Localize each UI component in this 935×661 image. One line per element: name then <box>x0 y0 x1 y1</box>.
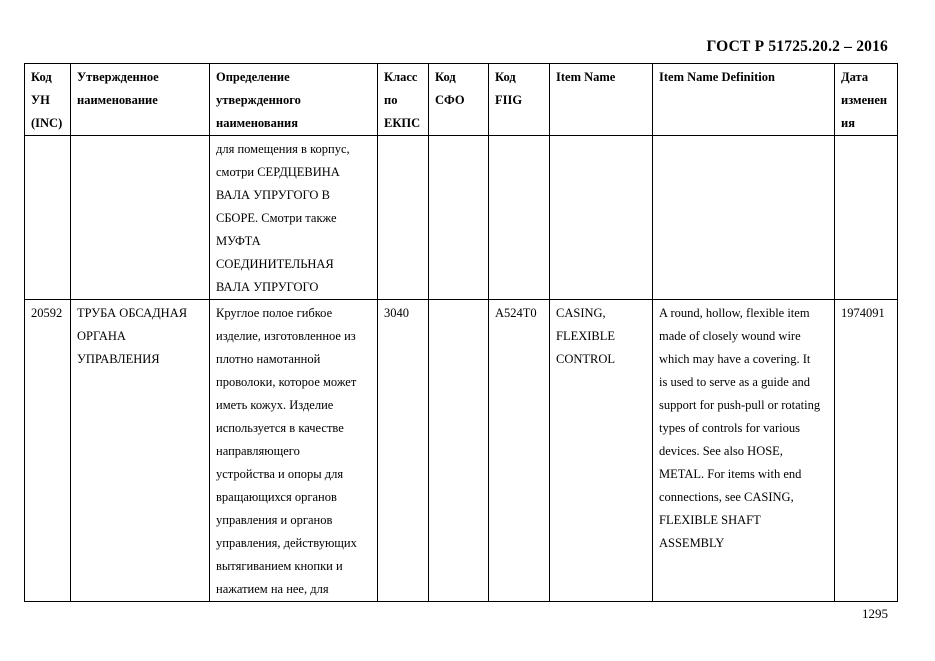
header-definition: Определение утвержденного наименования <box>210 64 378 136</box>
header-ekps-class: Класс по ЕКПС <box>378 64 429 136</box>
cell-ekps-class: 3040 <box>378 300 429 602</box>
header-sfo-code: Код СФО <box>429 64 489 136</box>
cell-definition: для помещения в корпус, смотри СЕРДЦЕВИНА ВАЛА УПРУГОГО В СБОРЕ. Смотри также МУФТА СОЕДИНИТЕЛЬНАЯ ВАЛА УПРУГОГО <box>210 136 378 300</box>
cell-approved-name: ТРУБА ОБСАДНАЯ ОРГАНА УПРАВЛЕНИЯ <box>71 300 210 602</box>
cell-change-date: 1974091 <box>835 300 898 602</box>
cell-item-name: CASING, FLEXIBLE CONTROL <box>550 300 653 602</box>
cell-inc: 20592 <box>25 300 71 602</box>
cell-item-name-definition <box>653 136 835 300</box>
header-change-date: Дата изменен ия <box>835 64 898 136</box>
cell-ekps-class <box>378 136 429 300</box>
standard-title: ГОСТ Р 51725.20.2 – 2016 <box>706 38 888 55</box>
header-item-name: Item Name <box>550 64 653 136</box>
header-fiig-code: Код FIIG <box>489 64 550 136</box>
header-approved-name: Утвержденное наименование <box>71 64 210 136</box>
cell-fiig-code: A524T0 <box>489 300 550 602</box>
cell-item-name-definition: A round, hollow, flexible item made of closely wound wire which may have a covering. It is used to serve as a guide and support for push-pull or rotating types of controls for various devices. See also HOSE, METAL. For items with end connections, see CASING, FLEXIBLE SHAFT ASSEMBLY <box>653 300 835 602</box>
item-names-table <box>24 63 898 602</box>
cell-change-date <box>835 136 898 300</box>
header-inc: Код УН (INC) <box>25 64 71 136</box>
cell-sfo-code <box>429 136 489 300</box>
page-number: 1295 <box>862 606 888 621</box>
cell-inc <box>25 136 71 300</box>
table-row-continuation <box>25 136 898 300</box>
header-item-name-definition: Item Name Definition <box>653 64 835 136</box>
cell-approved-name <box>71 136 210 300</box>
cell-fiig-code <box>489 136 550 300</box>
cell-definition: Круглое полое гибкое изделие, изготовленное из плотно намотанной проволоки, которое может иметь кожух. Изделие используется в качестве направляющего устройства и опоры для вращающихся органов управления и органов управления, действующих вытягиванием кнопки и нажатием на нее, для <box>210 300 378 602</box>
cell-sfo-code <box>429 300 489 602</box>
table-row <box>25 300 898 602</box>
cell-item-name <box>550 136 653 300</box>
table-header-row <box>25 64 898 136</box>
